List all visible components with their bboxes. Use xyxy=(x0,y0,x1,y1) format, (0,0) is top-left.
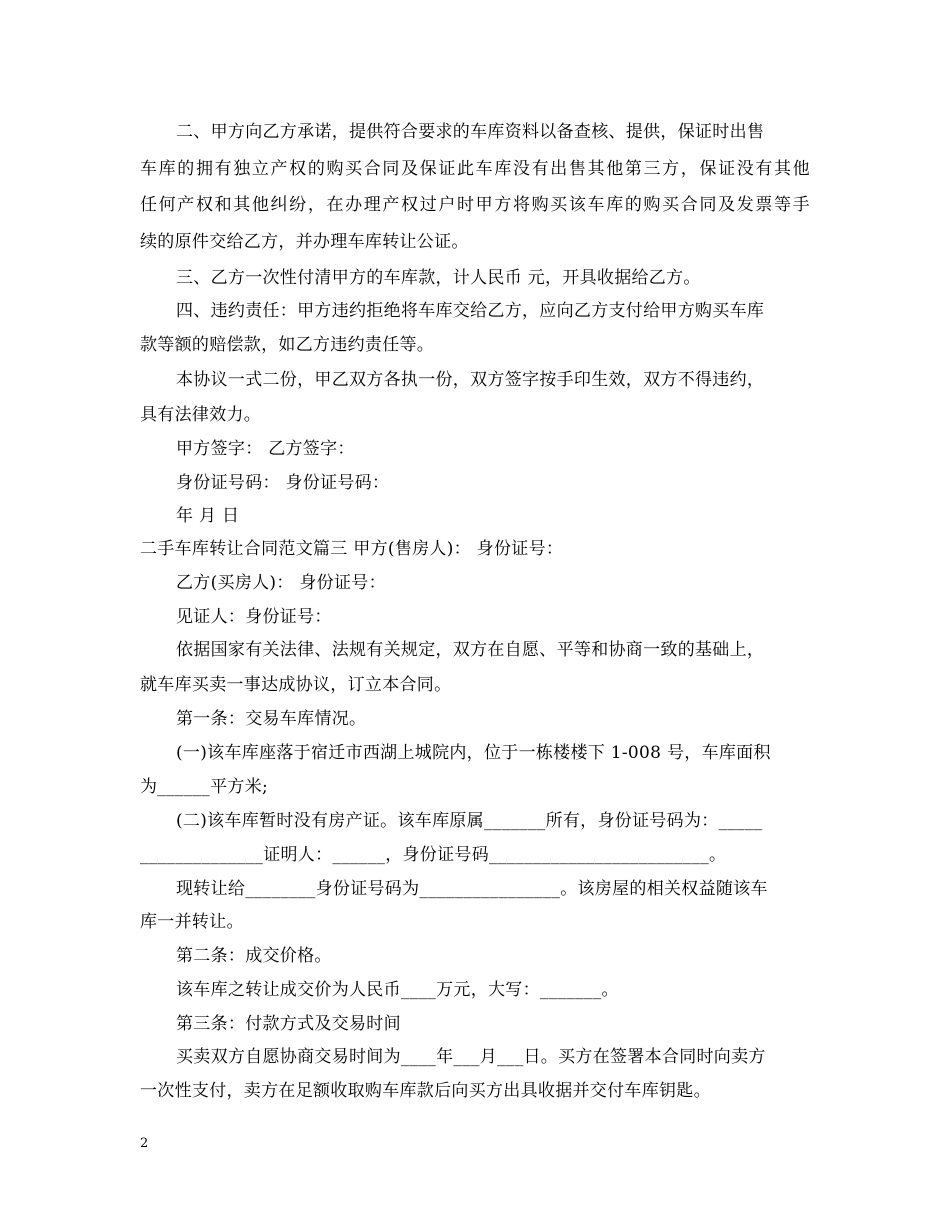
paragraph-line: 现转让给________身份证号码为________________。该房屋的相关权益随该车 xyxy=(176,879,768,899)
article-title: 第一条：交易车库情况。 xyxy=(176,709,367,729)
paragraph-line: 为______平方米; xyxy=(140,777,269,797)
paragraph-line: 三、乙方一次性付清甲方的车库款，计人民币 元，开具收据给乙方。 xyxy=(176,268,701,288)
article-title: 第二条：成交价格。 xyxy=(176,946,332,966)
paragraph-line: 续的原件交给乙方，并办理车库转让公证。 xyxy=(140,232,469,252)
paragraph-line: 本协议一式二份，甲乙双方各执一份，双方签字按手印生效，双方不得违约， xyxy=(176,370,765,390)
paragraph-line: 一次性支付，卖方在足额收取购车库款后向买方出具收据并交付车库钥匙。 xyxy=(140,1081,711,1101)
paragraph-line: 买卖双方自愿协商交易时间为____年___月___日。买方在签署本合同时向卖方 xyxy=(176,1047,766,1067)
section-title-line: 二手车库转让合同范文篇三 甲方(售房人)： 身份证号： xyxy=(140,539,564,559)
id-number-line: 身份证号码： 身份证号码： xyxy=(176,473,390,493)
paragraph-line: 就车库买卖一事达成协议，订立本合同。 xyxy=(140,675,452,695)
paragraph-line: 任何产权和其他纠纷，在办理产权过户时甲方将购买该车库的购买合同及发票等手 xyxy=(140,195,810,215)
paragraph-line: 该车库之转让成交价为人民币____万元，大写：_______。 xyxy=(176,980,619,1000)
witness-line: 见证人：身份证号： xyxy=(176,607,332,627)
paragraph-line: (一)该车库座落于宿迁市西湖上城院内，位于一栋楼楼下 1-008 号，车库面积 xyxy=(176,743,771,763)
paragraph-line: 依据国家有关法律、法规有关规定，双方在自愿、平等和协商一致的基础上， xyxy=(176,640,765,660)
party-line: 乙方(买房人)： 身份证号： xyxy=(176,573,386,593)
page-number: 2 xyxy=(140,1136,149,1151)
signature-line: 甲方签字： 乙方签字： xyxy=(176,439,355,459)
paragraph-line: (二)该车库暂时没有房产证。该车库原属_______所有，身份证号码为：_____ xyxy=(176,811,763,831)
date-line: 年 月 日 xyxy=(176,506,240,526)
paragraph-line: 四、违约责任：甲方违约拒绝将车库交给乙方，应向乙方支付给甲方购买车库 xyxy=(176,301,765,321)
paragraph-line: 具有法律效力。 xyxy=(140,405,262,425)
paragraph-line: 车库的拥有独立产权的购买合同及保证此车库没有出售其他第三方，保证没有其他 xyxy=(140,159,810,179)
paragraph-line: 款等额的赔偿款，如乙方违约责任等。 xyxy=(140,335,435,355)
paragraph-line: 二、甲方向乙方承诺，提供符合要求的车库资料以备查核、提供，保证时出售 xyxy=(176,122,765,142)
paragraph-line: 库一并转让。 xyxy=(140,912,244,932)
article-title: 第三条：付款方式及交易时间 xyxy=(176,1014,401,1034)
paragraph-line: ______________证明人：______，身份证号码_________________________。 xyxy=(140,845,727,865)
